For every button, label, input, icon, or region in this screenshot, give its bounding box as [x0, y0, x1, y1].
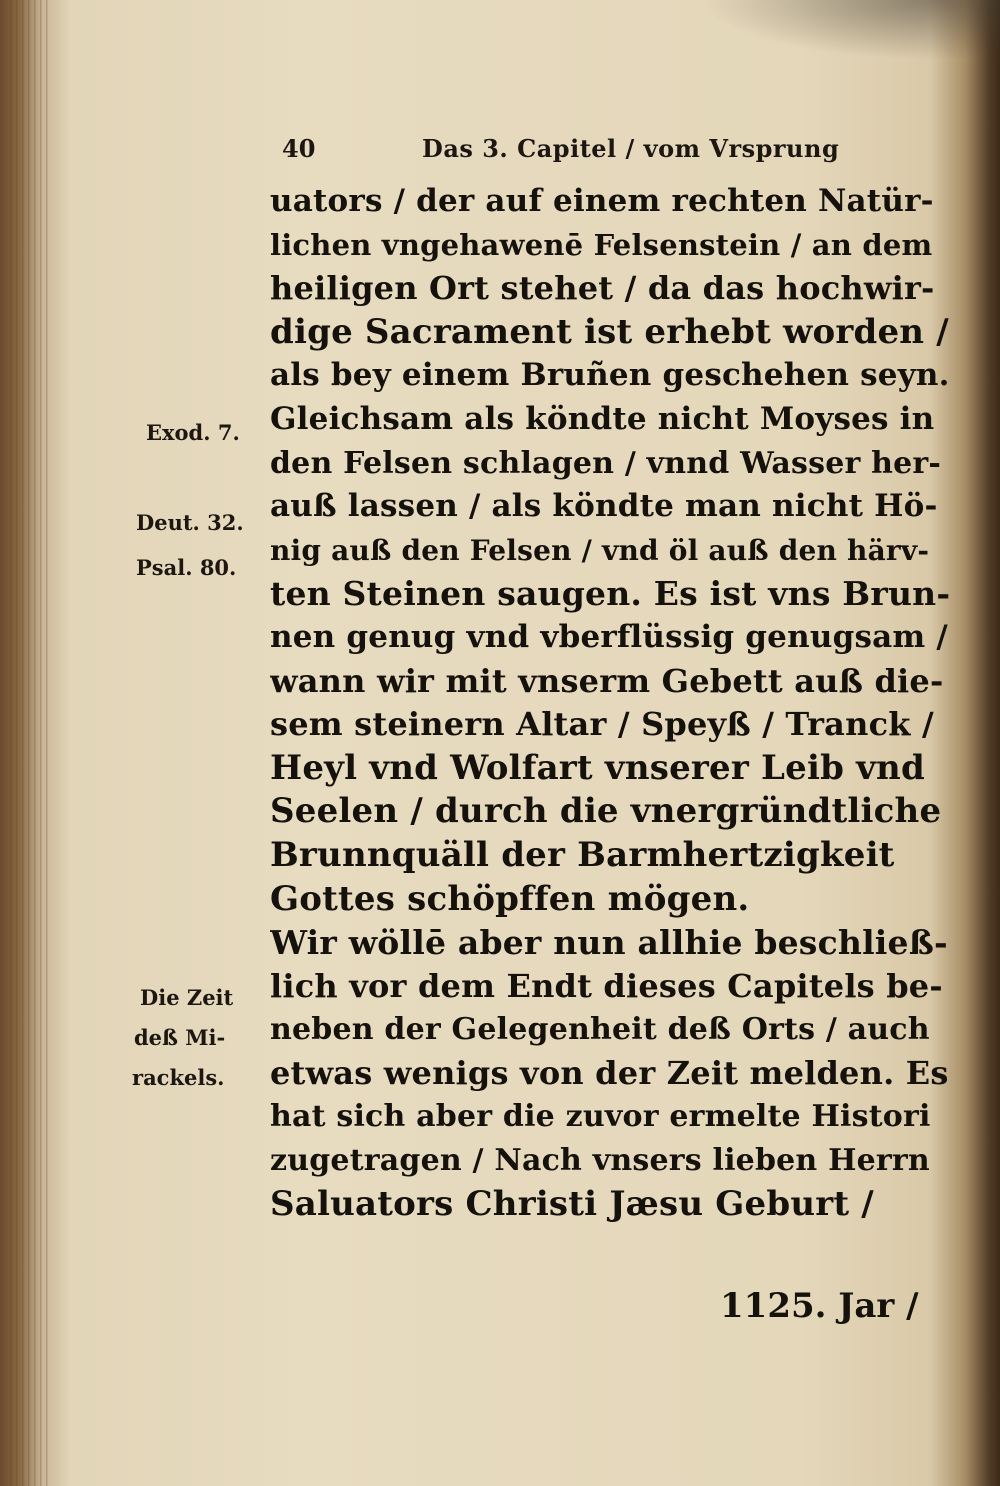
text-line: Wir wöllē aber nun allhie beschließ- — [270, 923, 948, 963]
text-line: lich vor dem Endt dieses Capitels be- — [270, 966, 943, 1005]
margin-note: Die Zeit — [140, 985, 234, 1010]
text-line: Seelen / durch die vnergründtliche — [270, 791, 942, 832]
page-number: 40 — [282, 134, 316, 163]
page-edges — [10, 0, 50, 1486]
stain — [700, 0, 1000, 60]
text-line: den Felsen schlagen / vnnd Wasser her- — [270, 445, 942, 481]
text-line: lichen vngehawenē Felsenstein / an dem — [270, 227, 933, 262]
text-line: sem steinern Altar / Speyß / Tranck / — [270, 705, 934, 744]
text-line: zugetragen / Nach vnsers lieben Herrn — [270, 1143, 930, 1179]
text-line: ten Steinen saugen. Es ist vns Brun- — [270, 574, 950, 614]
margin-note: rackels. — [132, 1065, 225, 1090]
running-title: Das 3. Capitel / vom Vrsprung — [422, 134, 840, 163]
text-line: auß lassen / als köndte man nicht Hö- — [270, 488, 938, 525]
margin-note: Deut. 32. — [136, 510, 244, 535]
text-line: als bey einem Bruñen geschehen seyn. — [270, 357, 950, 394]
text-line: nig auß den Felsen / vnd öl auß den härv- — [270, 533, 930, 567]
margin-note: deß Mi- — [134, 1025, 226, 1050]
text-line: neben der Gelegenheit deß Orts / auch — [270, 1012, 930, 1048]
text-line: Saluators Christi Jæsu Geburt / — [270, 1183, 874, 1224]
body-text — [270, 180, 950, 1226]
text-line: etwas wenigs von der Zeit melden. Es — [270, 1053, 949, 1092]
text-line: uators / der auf einem rechten Natür- — [270, 183, 934, 219]
text-line: heiligen Ort stehet / da das hochwir- — [270, 269, 935, 308]
text-line: nen genug vnd vberflüssig genugsam / — [270, 618, 948, 655]
text-line: Gottes schöpffen mögen. — [270, 878, 750, 919]
text-line: Brunnquäll der Barmhertzigkeit — [270, 834, 895, 875]
margin-note: Psal. 80. — [136, 555, 237, 580]
text-line: wann wir mit vnserm Gebett auß die- — [270, 661, 944, 700]
text-line: Gleichsam als köndte nicht Moyses in — [270, 400, 935, 437]
text-line: hat sich aber die zuvor ermelte Histori — [270, 1099, 931, 1135]
running-head — [282, 128, 842, 172]
catchword: 1125. Jar / — [720, 1286, 919, 1326]
text-line: Heyl vnd Wolfart vnserer Leib vnd — [270, 747, 925, 788]
margin-note: Exod. 7. — [146, 420, 240, 445]
text-line: dige Sacrament ist erhebt worden / — [270, 311, 949, 352]
